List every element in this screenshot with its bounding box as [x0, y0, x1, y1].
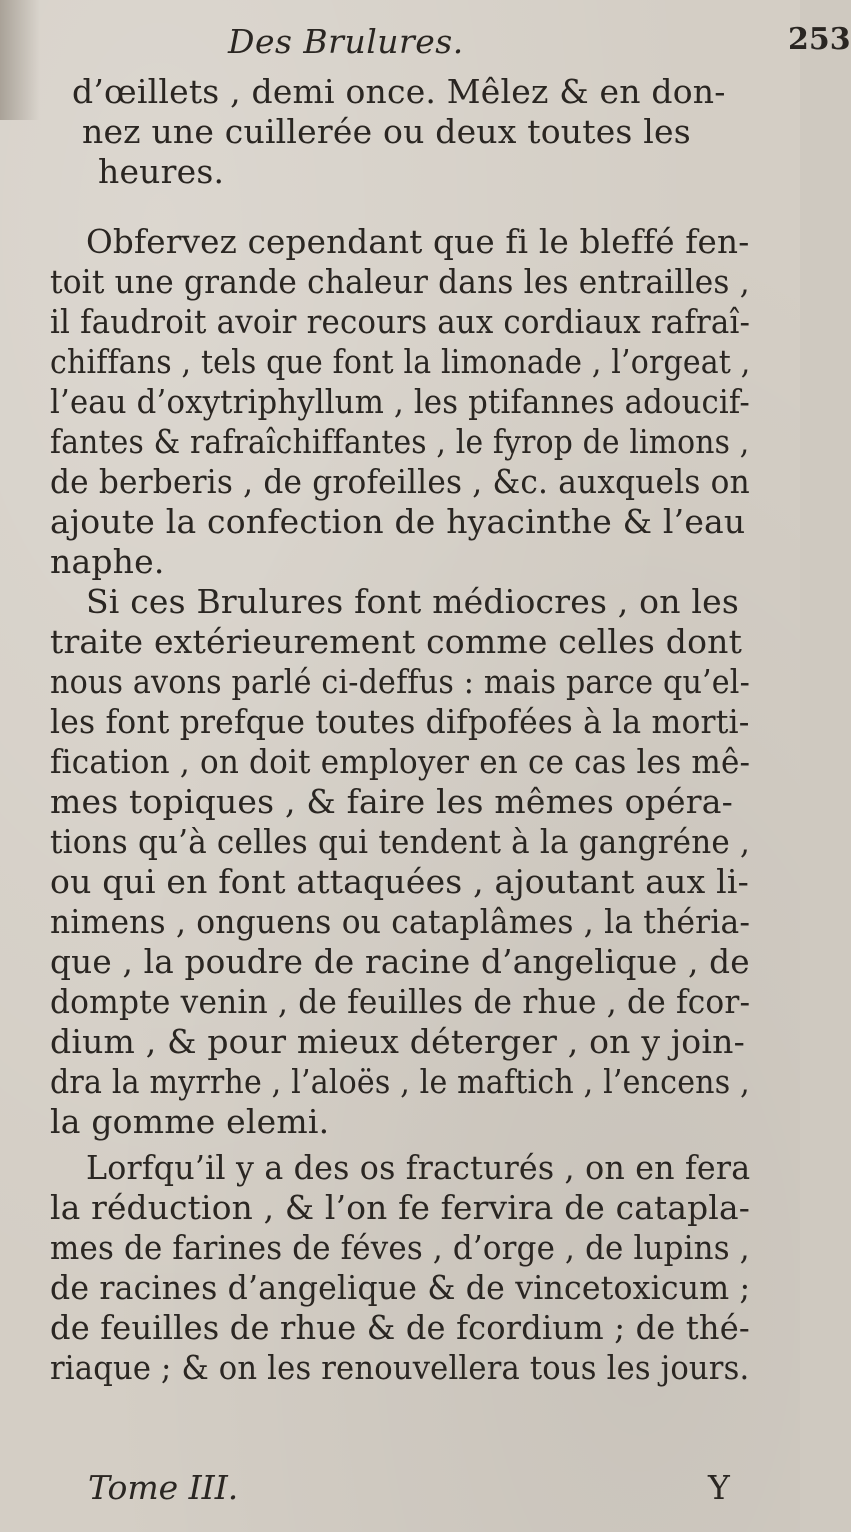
text-line: riaque ; & on les renouvellera tous les jours. [50, 1348, 750, 1387]
volume-label: Tome III. [88, 1468, 239, 1507]
text-line: dium , & pour mieux déterger , on y join- [50, 1022, 745, 1061]
text-line: ou qui en font attaquées , ajoutant aux li- [50, 862, 749, 901]
text-line: nez une cuillerée ou deux toutes les [82, 112, 691, 151]
text-line: l’eau d’oxytriphyllum , les ptifannes adoucif- [50, 382, 750, 421]
running-title: Des Brulures. [228, 22, 464, 61]
text-line: Obfervez cependant que fi le bleffé fen- [86, 222, 750, 261]
text-line: ajoute la confection de hyacinthe & l’eau [50, 502, 746, 541]
page-footer [88, 1468, 728, 1508]
text-line: tions qu’à celles qui tendent à la gangréne , [50, 822, 751, 861]
page-header [228, 22, 851, 62]
text-line: dompte venin , de feuilles de rhue , de fcor- [50, 982, 751, 1021]
text-line: nous avons parlé ci-deffus : mais parce qu’el- [50, 662, 750, 701]
text-line: de feuilles de rhue & de fcordium ; de thé- [50, 1308, 750, 1347]
text-line: la gomme elemi. [50, 1102, 330, 1141]
text-line: heures. [98, 152, 225, 191]
text-line: de racines d’angelique & de vincetoxicum ; [50, 1268, 751, 1307]
text-line: la réduction , & l’on fe fervira de catapla- [50, 1188, 751, 1227]
text-line: mes topiques , & faire les mêmes opéra- [50, 782, 733, 821]
text-line: naphe. [50, 542, 165, 581]
page-edge-shadow [0, 0, 40, 120]
text-line: nimens , onguens ou cataplâmes , la théria- [50, 902, 751, 941]
text-line: d’œillets , demi once. Mêlez & en don- [72, 72, 726, 111]
text-line: dra la myrrhe , l’aloës , le maftich , l’encens , [50, 1062, 750, 1101]
text-line: de berberis , de grofeilles , &c. auxquels on [50, 462, 750, 501]
page-number: 253 [788, 22, 851, 57]
text-line: Lorfqu’il y a des os fracturés , on en fera [86, 1148, 751, 1187]
text-line: que , la poudre de racine d’angelique , de [50, 942, 750, 981]
text-line: fantes & rafraîchiffantes , le fyrop de limons , [50, 422, 750, 461]
text-line: Si ces Brulures font médiocres , on les [86, 582, 739, 621]
text-line: mes de farines de féves , d’orge , de lupins , [50, 1228, 750, 1267]
signature-mark: Y [708, 1468, 730, 1507]
text-line: fication , on doit employer en ce cas les mê- [50, 742, 751, 781]
text-line: les font prefque toutes difpofées à la morti- [50, 702, 750, 741]
text-line: chiffans , tels que font la limonade , l’orgeat , [50, 342, 751, 381]
text-line: toit une grande chaleur dans les entrailles , [50, 262, 750, 301]
text-line: traite extérieurement comme celles dont [50, 622, 743, 661]
text-line: il faudroit avoir recours aux cordiaux rafraî- [50, 302, 751, 341]
